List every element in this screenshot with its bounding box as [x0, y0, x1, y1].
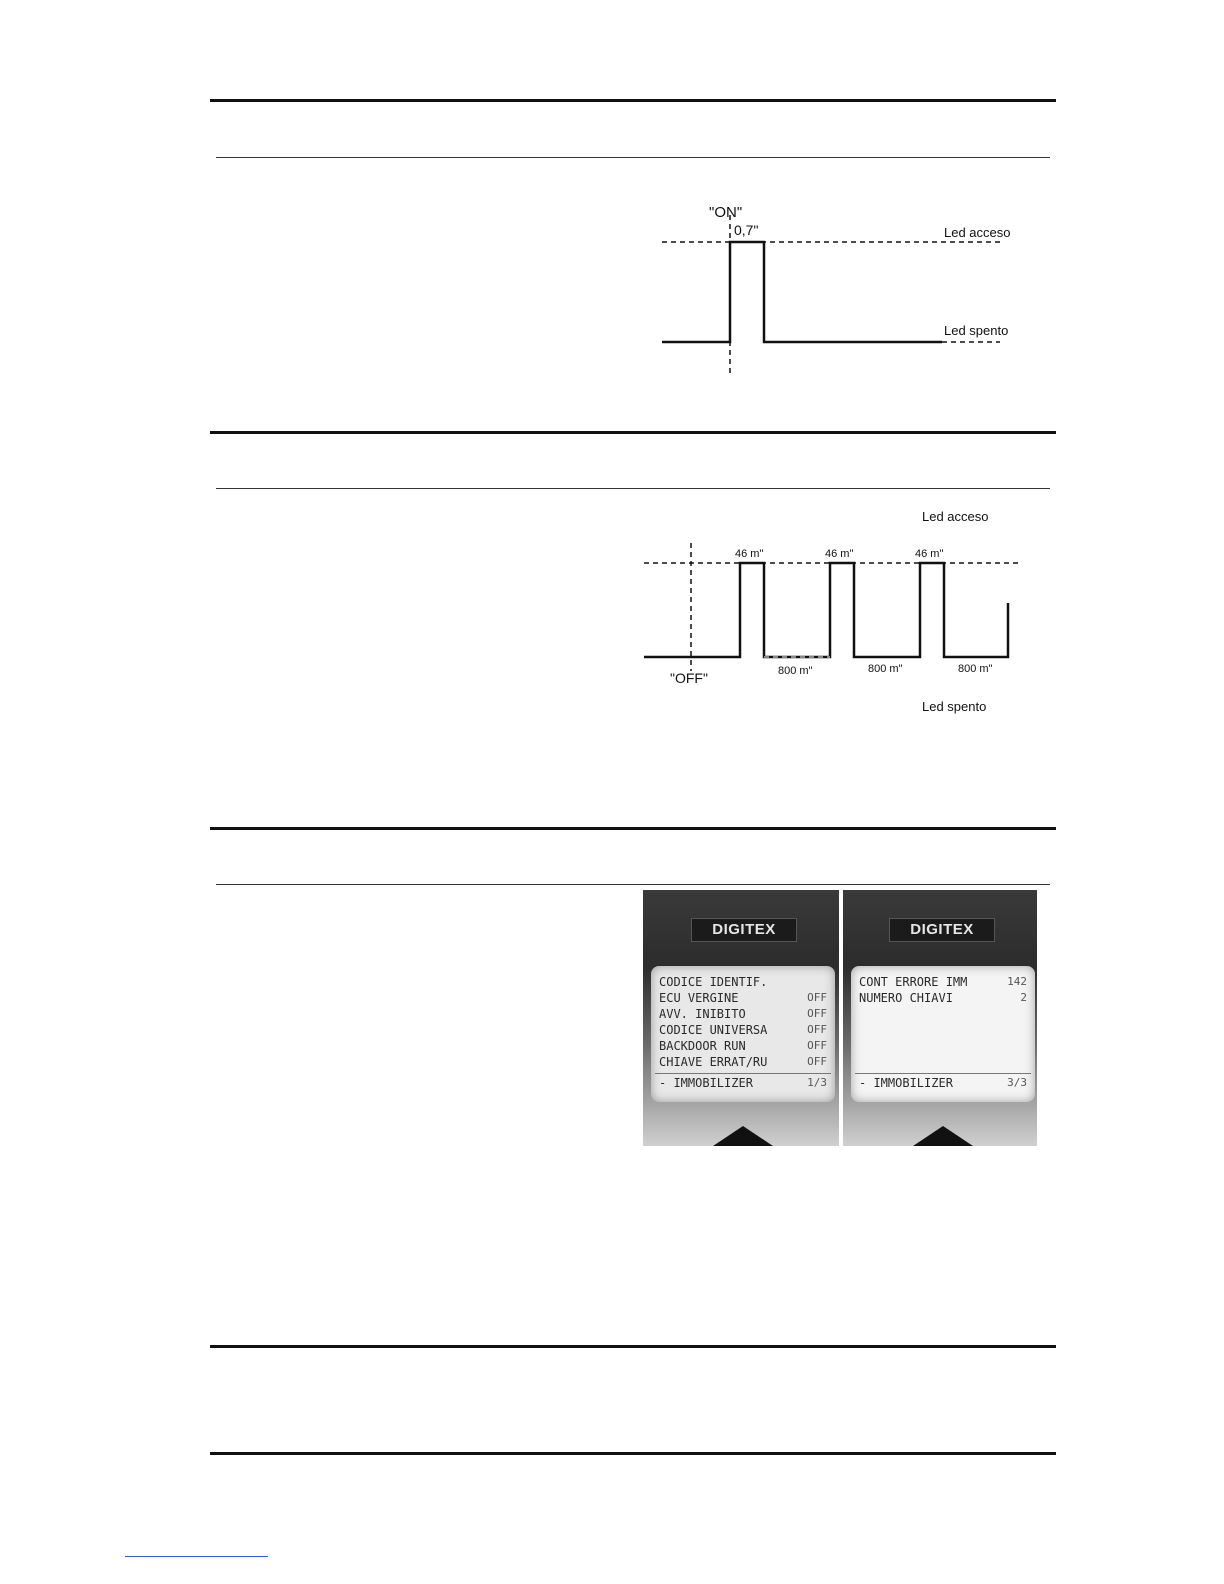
gap-label-2: 800 m"	[868, 663, 903, 675]
lcd-row: CODICE UNIVERSA OFF	[659, 1023, 827, 1037]
led-on-label: Led acceso	[922, 509, 989, 524]
led-off-label: Led spento	[922, 699, 987, 714]
gap-label-3: 800 m"	[958, 663, 993, 675]
rule-section-2	[210, 431, 1056, 434]
gap-label-1: 800 m"	[778, 665, 813, 677]
lcd-footer: - IMMOBILIZER 3/3	[855, 1073, 1031, 1092]
led-off-label: Led spento	[944, 323, 1009, 338]
digitex-logo: DIGITEX	[889, 918, 995, 942]
rule-sub-3	[216, 884, 1050, 885]
pulse-label-1: 46 m"	[735, 548, 764, 560]
rule-bottom	[210, 1452, 1056, 1455]
on-label: "ON"	[709, 204, 743, 221]
arrow-up-icon	[713, 1126, 773, 1146]
lcd-row: CONT ERRORE IMM 142	[859, 975, 1027, 989]
pulse-label-3: 46 m"	[915, 548, 944, 560]
lcd-footer: - IMMOBILIZER 1/3	[655, 1073, 831, 1092]
led-on-timing-diagram	[640, 195, 1040, 380]
rule-section-3	[210, 827, 1056, 830]
duration-label: 0,7"	[734, 222, 759, 238]
lcd-row: CODICE IDENTIF.	[659, 975, 768, 989]
lcd-row: BACKDOOR RUN OFF	[659, 1039, 827, 1053]
lcd-display	[851, 966, 1035, 1102]
lcd-row: NUMERO CHIAVI 2	[859, 991, 1027, 1005]
digitex-logo: DIGITEX	[691, 918, 797, 942]
lcd-row: AVV. INIBITO OFF	[659, 1007, 827, 1021]
arrow-up-icon	[913, 1126, 973, 1146]
diagnostic-screen-photo-2	[843, 890, 1037, 1146]
rule-sub-2	[216, 488, 1050, 489]
lcd-row: ECU VERGINE OFF	[659, 991, 827, 1005]
lcd-display	[651, 966, 835, 1102]
pulse-label-2: 46 m"	[825, 548, 854, 560]
lcd-row: CHIAVE ERRAT/RU OFF	[659, 1055, 827, 1069]
led-off-timing-diagram	[640, 505, 1040, 720]
footer-link-underline	[125, 1556, 268, 1557]
rule-sub-1	[216, 157, 1050, 158]
rule-top	[210, 99, 1056, 102]
off-label: "OFF"	[670, 670, 708, 686]
rule-section-4	[210, 1345, 1056, 1348]
led-on-label: Led acceso	[944, 225, 1011, 240]
diagnostic-screen-photo-1	[643, 890, 839, 1146]
